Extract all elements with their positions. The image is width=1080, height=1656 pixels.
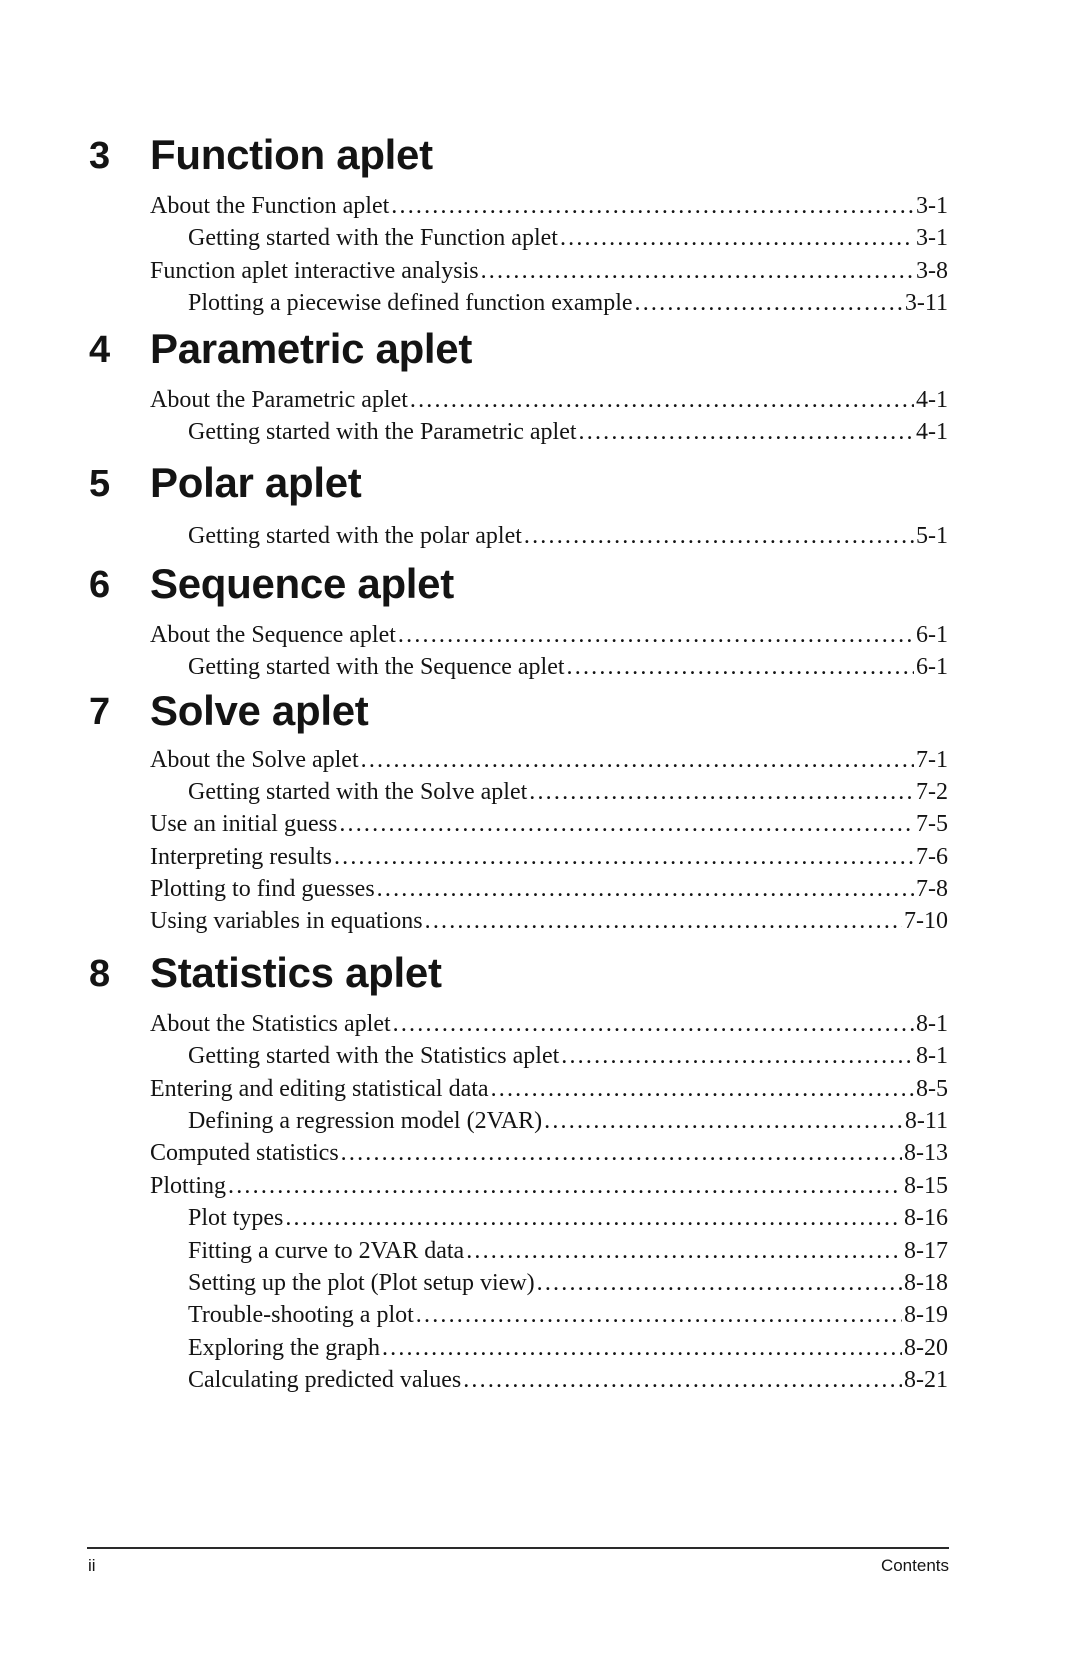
dot-leader (561, 1040, 914, 1072)
toc-entry-page: 4-1 (916, 386, 948, 413)
chapter-heading (0, 126, 1080, 190)
toc-entry-page: 8-20 (904, 1334, 948, 1361)
dot-leader (537, 1267, 902, 1299)
dot-leader (410, 384, 914, 416)
toc-entry-label: Getting started with the Statistics aplet (188, 1043, 560, 1070)
chapter-heading (0, 448, 1080, 520)
dot-leader (579, 416, 914, 448)
toc-entry-page: 8-16 (904, 1205, 948, 1232)
toc-entry-label: Calculating predicted values (188, 1367, 462, 1394)
toc-entry-list (0, 1008, 1080, 1397)
toc-entry[interactable] (0, 384, 948, 416)
toc-entry-page: 3-1 (916, 225, 948, 252)
toc-entry[interactable] (0, 619, 948, 651)
toc-entry-page: 7-6 (916, 843, 948, 870)
chapter-number: 7 (89, 690, 111, 733)
toc-entry[interactable] (0, 1364, 948, 1396)
dot-leader (393, 1008, 914, 1040)
chapter-5 (0, 448, 1080, 552)
dot-leader (334, 841, 914, 873)
dot-leader (382, 1332, 902, 1364)
toc-entry-page: 8-1 (916, 1010, 948, 1037)
toc-entry[interactable] (0, 1105, 948, 1137)
toc-entry-page: 7-8 (916, 876, 948, 903)
toc-entry[interactable] (0, 1040, 948, 1072)
toc-entry[interactable] (0, 1008, 948, 1040)
chapter-6 (0, 553, 1080, 684)
chapter-number: 6 (89, 563, 111, 606)
toc-entry-page: 3-1 (916, 193, 948, 219)
chapter-title[interactable]: Sequence aplet (150, 559, 454, 607)
chapter-number: 4 (89, 328, 111, 371)
toc-entry-page: 8-13 (904, 1140, 948, 1167)
toc-entry-list (0, 520, 1080, 552)
dot-leader (228, 1170, 902, 1202)
toc-entry[interactable] (0, 776, 948, 808)
toc-entry-label: Using variables in equations (150, 908, 423, 935)
toc-entry-page: 7-5 (916, 811, 948, 838)
dot-leader (635, 287, 903, 319)
toc-entry-page: 8-19 (904, 1302, 948, 1329)
toc-entry-label: Defining a regression model (2VAR) (188, 1108, 543, 1135)
chapter-title[interactable]: Polar aplet (150, 459, 362, 507)
toc-entry[interactable] (0, 520, 948, 552)
toc-entry-page: 8-17 (904, 1237, 948, 1264)
toc-entry[interactable] (0, 841, 948, 873)
dot-leader (481, 255, 914, 287)
chapter-number: 8 (89, 952, 111, 995)
toc-entry-page: 8-1 (916, 1043, 948, 1070)
toc-entry[interactable] (0, 1299, 948, 1331)
dot-leader (391, 190, 914, 222)
chapter-number: 5 (89, 463, 111, 506)
chapter-title[interactable]: Statistics aplet (150, 948, 442, 996)
toc-entry-label: Getting started with the Function aplet (188, 225, 558, 252)
chapter-heading (0, 938, 1080, 1008)
footer-section-title: Contents (880, 1556, 949, 1575)
chapter-heading (0, 553, 1080, 619)
dot-leader (425, 905, 902, 937)
dot-leader (524, 520, 914, 552)
table-of-contents (0, 126, 1080, 1397)
toc-entry[interactable] (0, 1267, 948, 1299)
toc-entry-page: 3-11 (904, 290, 948, 317)
toc-entry-label: Getting started with the polar aplet (188, 523, 522, 550)
toc-entry-page: 6-1 (916, 654, 948, 681)
toc-entry[interactable] (0, 651, 948, 683)
dot-leader (491, 1073, 914, 1105)
toc-entry-label: About the Statistics aplet (150, 1010, 391, 1037)
toc-entry[interactable] (0, 1235, 948, 1267)
footer-divider (87, 1547, 949, 1549)
dot-leader (567, 651, 914, 683)
toc-entry-list (0, 190, 1080, 320)
toc-entry-page: 7-10 (904, 908, 948, 935)
chapter-8 (0, 938, 1080, 1397)
chapter-heading (0, 684, 1080, 744)
toc-entry-page: 8-5 (916, 1075, 948, 1102)
dot-leader (285, 1202, 902, 1234)
toc-entry-label: About the Sequence aplet (150, 621, 396, 648)
toc-entry-page: 7-2 (916, 778, 948, 805)
toc-entry[interactable] (0, 873, 948, 905)
toc-entry-page: 8-15 (904, 1172, 948, 1199)
toc-entry-label: About the Function aplet (150, 193, 390, 219)
dot-leader (463, 1364, 902, 1396)
toc-entry-label: Trouble-shooting a plot (188, 1302, 414, 1329)
chapter-number: 3 (89, 135, 111, 177)
dot-leader (416, 1299, 902, 1331)
dot-leader (361, 744, 914, 776)
toc-entry-label: Getting started with the Parametric aplet (188, 418, 577, 445)
toc-entry-label: About the Parametric aplet (150, 386, 408, 413)
toc-entry-page: 3-8 (916, 257, 948, 284)
chapter-4 (0, 320, 1080, 449)
chapter-title[interactable]: Parametric aplet (150, 324, 473, 372)
toc-entry[interactable] (0, 1170, 948, 1202)
chapter-heading (0, 320, 1080, 384)
toc-entry[interactable] (0, 1073, 948, 1105)
toc-entry-label: Plot types (188, 1205, 284, 1232)
toc-entry[interactable] (0, 1137, 948, 1169)
toc-entry[interactable] (0, 190, 948, 222)
toc-entry[interactable] (0, 905, 948, 937)
dot-leader (544, 1105, 903, 1137)
toc-entry[interactable] (0, 1202, 948, 1234)
toc-entry-label: Computed statistics (150, 1140, 339, 1167)
toc-entry-label: Plotting to find guesses (150, 876, 375, 903)
toc-entry[interactable] (0, 808, 948, 840)
toc-entry-label: About the Solve aplet (150, 746, 359, 773)
chapter-title[interactable]: Function aplet (150, 131, 433, 178)
dot-leader (529, 776, 914, 808)
toc-entry-page: 5-1 (916, 523, 948, 550)
toc-entry-list (0, 744, 1080, 938)
toc-entry-label: Interpreting results (150, 843, 332, 870)
toc-entry-label: Use an initial guess (150, 811, 338, 838)
toc-entry-label: Function aplet interactive analysis (150, 257, 479, 284)
toc-entry-label: Getting started with the Sequence aplet (188, 654, 565, 681)
dot-leader (560, 222, 914, 254)
dot-leader (341, 1137, 902, 1169)
dot-leader (339, 808, 914, 840)
toc-entry-label: Plotting a piecewise defined function example (188, 290, 633, 317)
chapter-title[interactable]: Solve aplet (150, 686, 369, 734)
toc-entry-list (0, 384, 1080, 449)
toc-entry[interactable] (0, 287, 948, 319)
toc-entry[interactable] (0, 222, 948, 254)
toc-entry[interactable] (0, 416, 948, 448)
dot-leader (398, 619, 914, 651)
toc-entry[interactable] (0, 255, 948, 287)
chapter-7 (0, 684, 1080, 938)
toc-entry-label: Plotting (150, 1172, 227, 1199)
toc-entry-page: 8-21 (904, 1367, 948, 1394)
toc-entry-page: 6-1 (916, 621, 948, 648)
toc-entry-page: 8-11 (904, 1108, 948, 1135)
toc-entry-label: Entering and editing statistical data (150, 1075, 489, 1102)
dot-leader (466, 1235, 902, 1267)
toc-entry-label: Setting up the plot (Plot setup view) (188, 1269, 535, 1296)
footer-page-number: ii (88, 1556, 96, 1575)
toc-entry-list (0, 619, 1080, 684)
toc-entry-label: Getting started with the Solve aplet (188, 778, 528, 805)
toc-entry-page: 8-18 (904, 1269, 948, 1296)
chapter-3 (0, 126, 1080, 320)
dot-leader (377, 873, 914, 905)
toc-entry-page: 7-1 (916, 746, 948, 773)
toc-entry-label: Exploring the graph (188, 1334, 380, 1361)
toc-entry-label: Fitting a curve to 2VAR data (188, 1237, 465, 1264)
toc-entry[interactable] (0, 1332, 948, 1364)
toc-entry-page: 4-1 (916, 418, 948, 445)
toc-entry[interactable] (0, 744, 948, 776)
